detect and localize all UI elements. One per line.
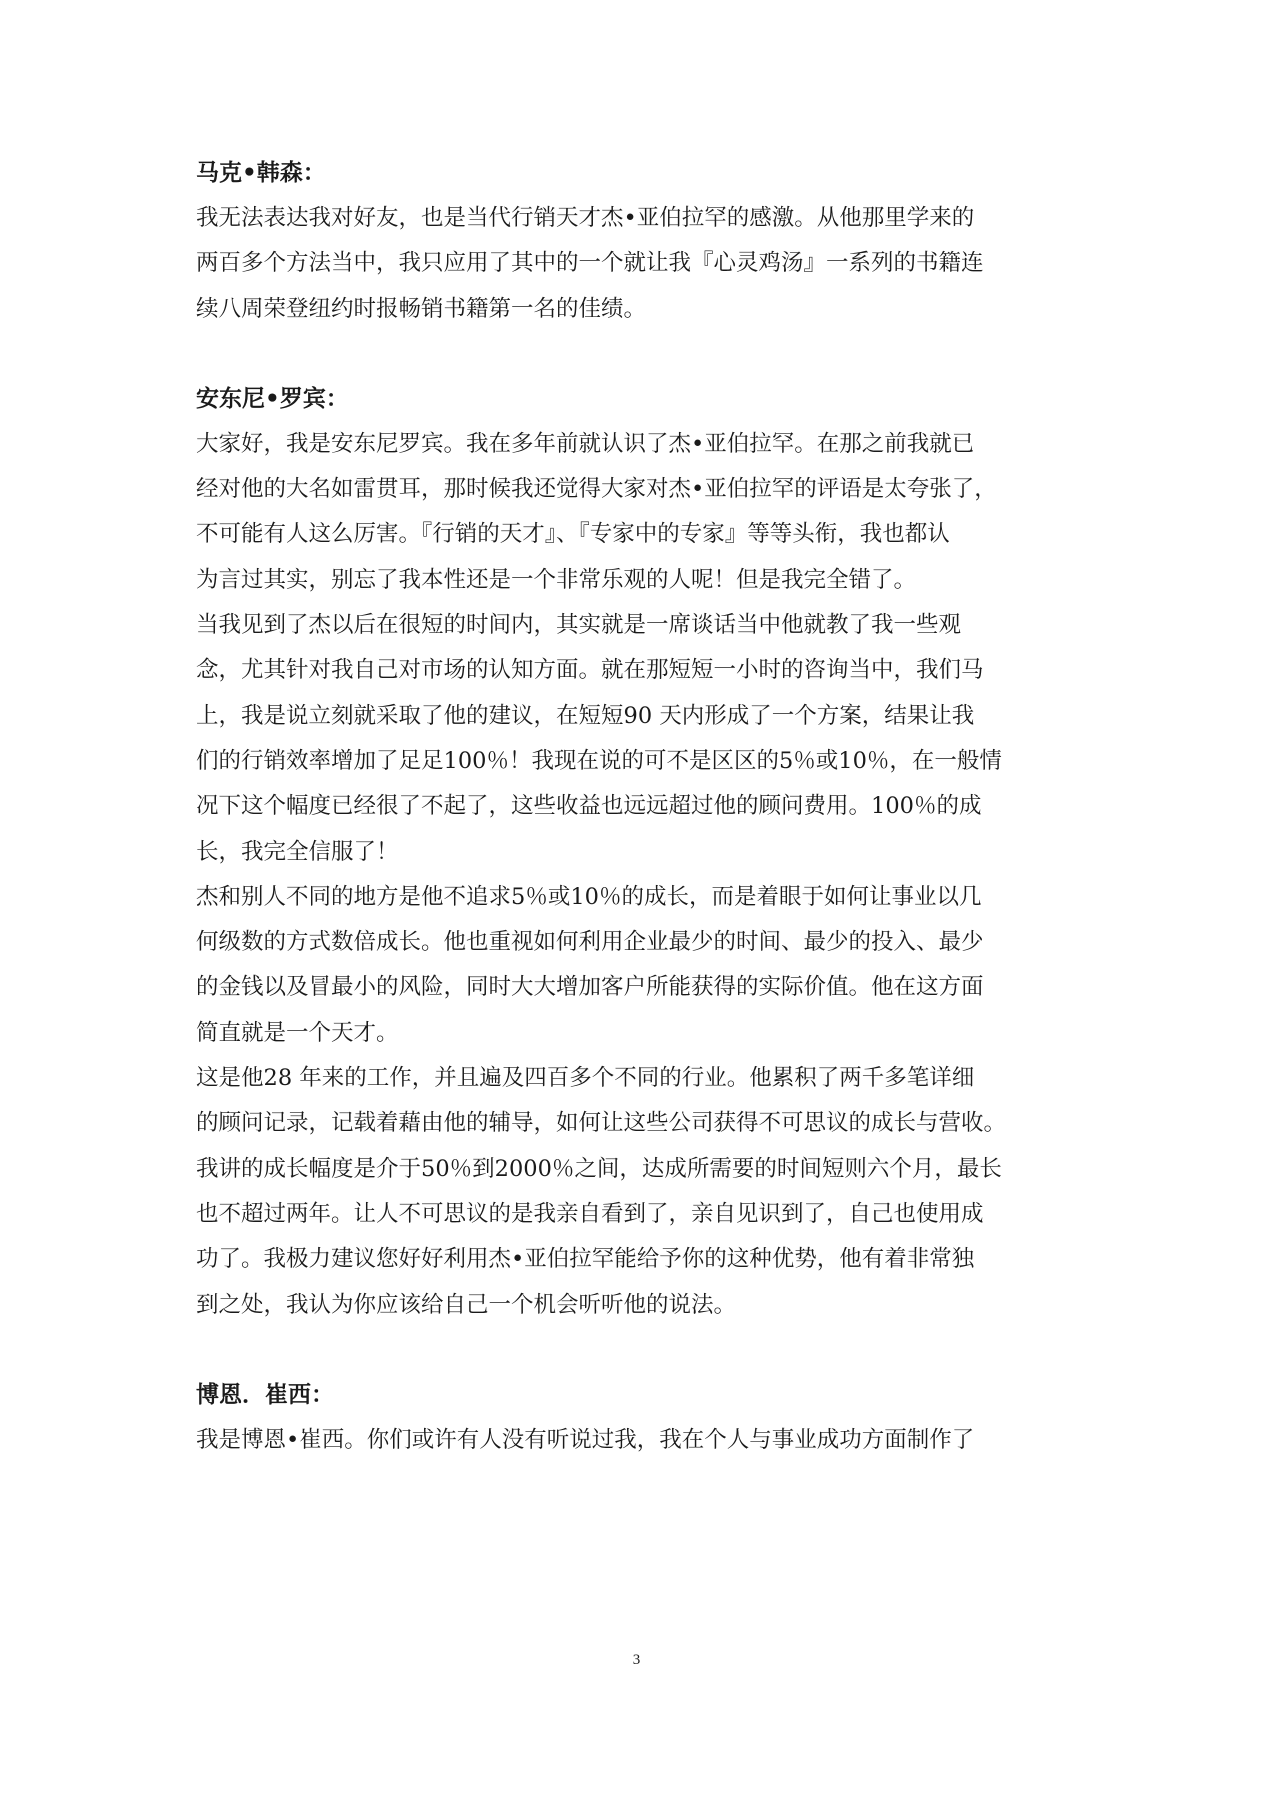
paragraph-line: 的顾问记录，记载着藉由他的辅导，如何让这些公司获得不可思议的成长与营收。 xyxy=(196,1110,1007,1137)
page-content xyxy=(196,150,1076,1463)
paragraph-line: 续八周荣登纽约时报畅销书籍第一名的佳绩。 xyxy=(196,295,647,322)
paragraph-line: 功了。我极力建议您好好利用杰•亚伯拉罕能给予你的这种优势，他有着非常独 xyxy=(196,1246,975,1273)
paragraph-line: 我讲的成长幅度是介于50％到2000％之间，达成所需要的时间短则六个月，最长 xyxy=(196,1155,1002,1182)
paragraph-line: 杰和别人不同的地方是他不追求5％或10％的成长，而是着眼于如何让事业以几 xyxy=(196,883,982,910)
paragraph-line: 经对他的大名如雷贯耳，那时候我还觉得大家对杰•亚伯拉罕的评语是太夸张了， xyxy=(196,476,997,503)
paragraph-line: 上，我是说立刻就采取了他的建议，在短短90 天内形成了一个方案，结果让我 xyxy=(196,702,975,729)
section-heading: 安东尼•罗宾： xyxy=(196,385,349,412)
paragraph-line: 这是他28 年来的工作，并且遍及四百多个不同的行业。他累积了两千多笔详细 xyxy=(196,1065,975,1092)
section-mark-hansen xyxy=(196,150,1076,332)
paragraph-line: 长，我完全信服了！ xyxy=(196,838,399,865)
paragraph-line: 念，尤其针对我自己对市场的认知方面。就在那短短一小时的咨询当中，我们马 xyxy=(196,657,984,684)
page-number: 3 xyxy=(632,1652,641,1668)
paragraph-line: 何级数的方式数倍成长。他也重视如何利用企业最少的时间、最少的投入、最少 xyxy=(196,929,984,956)
paragraph-line: 的金钱以及冒最小的风险，同时大大增加客户所能获得的实际价值。他在这方面 xyxy=(196,974,984,1001)
section-heading: 马克•韩森： xyxy=(196,160,326,186)
paragraph-line: 我无法表达我对好友，也是当代行销天才杰•亚伯拉罕的感激。从他那里学来的 xyxy=(196,205,975,231)
paragraph-line: 大家好，我是安东尼罗宾。我在多年前就认识了杰•亚伯拉罕。在那之前我就已 xyxy=(196,430,975,457)
paragraph-line: 到之处，我认为你应该给自己一个机会听听他的说法。 xyxy=(196,1291,737,1318)
paragraph-line: 我是博恩•崔西。你们或许有人没有听说过我，我在个人与事业成功方面制作了 xyxy=(196,1426,975,1453)
paragraph-line: 不可能有人这么厉害。『行销的天才』、『专家中的专家』等等头衔，我也都认 xyxy=(196,521,950,548)
section-brian-tracy xyxy=(196,1372,1076,1463)
paragraph-line: 也不超过两年。让人不可思议的是我亲自看到了，亲自见识到了，自己也使用成 xyxy=(196,1200,984,1227)
paragraph-line: 简直就是一个天才。 xyxy=(196,1019,399,1046)
section-heading: 博恩．崔西： xyxy=(196,1381,334,1408)
section-anthony-robbins xyxy=(196,376,1076,1328)
paragraph-line: 们的行销效率增加了足足100％！我现在说的可不是区区的5％或10％，在一般情 xyxy=(196,747,1002,774)
paragraph-line: 两百多个方法当中，我只应用了其中的一个就让我『心灵鸡汤』一系列的书籍连 xyxy=(196,250,984,277)
paragraph-line: 况下这个幅度已经很了不起了，这些收益也远远超过他的顾问费用。100％的成 xyxy=(196,793,982,820)
paragraph-line: 当我见到了杰以后在很短的时间内，其实就是一席谈话当中他就教了我一些观 xyxy=(196,612,962,639)
paragraph-line: 为言过其实，别忘了我本性还是一个非常乐观的人呢！但是我完全错了。 xyxy=(196,566,917,593)
